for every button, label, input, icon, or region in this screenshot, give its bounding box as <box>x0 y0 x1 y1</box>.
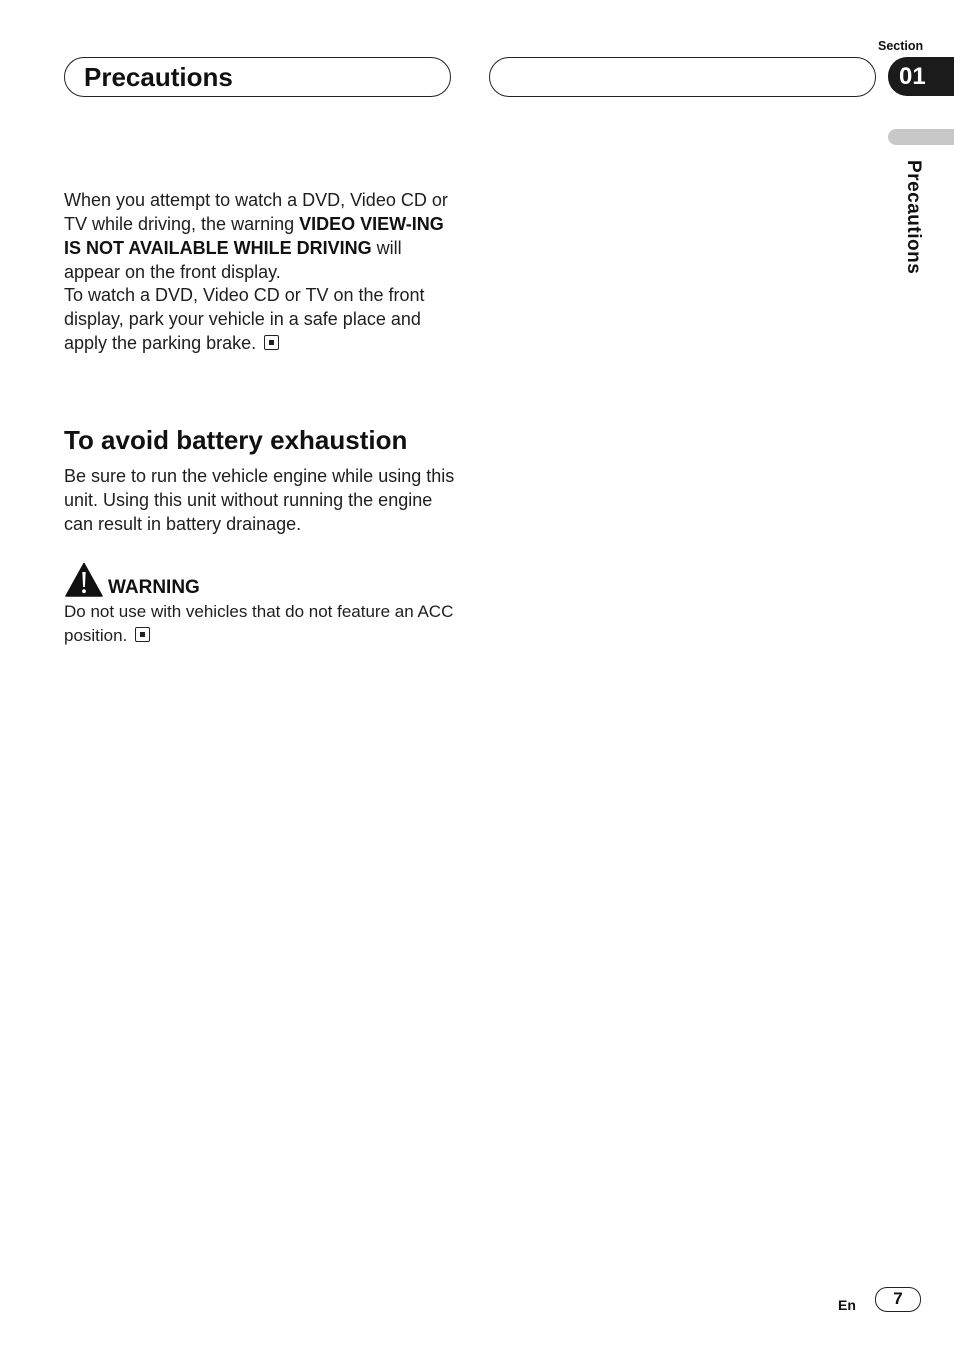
warning-title: WARNING <box>108 577 200 598</box>
battery-heading: To avoid battery exhaustion <box>64 425 408 455</box>
para1-warning-message: VIDEO VIEW-ING IS NOT AVAILABLE WHILE DRIVING <box>64 214 444 258</box>
side-chapter-label: Precautions <box>903 160 924 275</box>
para1-text-start: When you attempt to watch a DVD, Video CD or TV while driving, the warning <box>64 190 448 234</box>
warning-text <box>64 600 456 648</box>
warning-triangle-icon <box>65 562 103 597</box>
warning-text-body: Do not use with vehicles that do not feature an ACC position. <box>64 602 454 645</box>
chapter-title: Precautions <box>84 62 233 92</box>
para2-text: To watch a DVD, Video CD or TV on the front display, park your vehicle in a safe place and apply the parking brake. <box>64 285 425 353</box>
end-of-section-icon <box>135 627 150 642</box>
para1-text-end: will appear on the front display. <box>64 238 402 282</box>
section-label: Section <box>878 39 924 53</box>
section-number-tab: 01 <box>888 57 954 96</box>
video-warning-paragraph <box>64 188 456 284</box>
header-blank-frame <box>489 57 876 97</box>
side-tab-bar <box>888 129 954 145</box>
battery-paragraph: Be sure to run the vehicle engine while using this unit. Using this unit without running the engine can result in battery drainage. <box>64 466 455 534</box>
language-label: En <box>838 1297 856 1313</box>
end-of-section-icon <box>264 335 279 350</box>
parking-brake-paragraph <box>64 283 456 355</box>
page-number: 7 <box>875 1287 921 1312</box>
